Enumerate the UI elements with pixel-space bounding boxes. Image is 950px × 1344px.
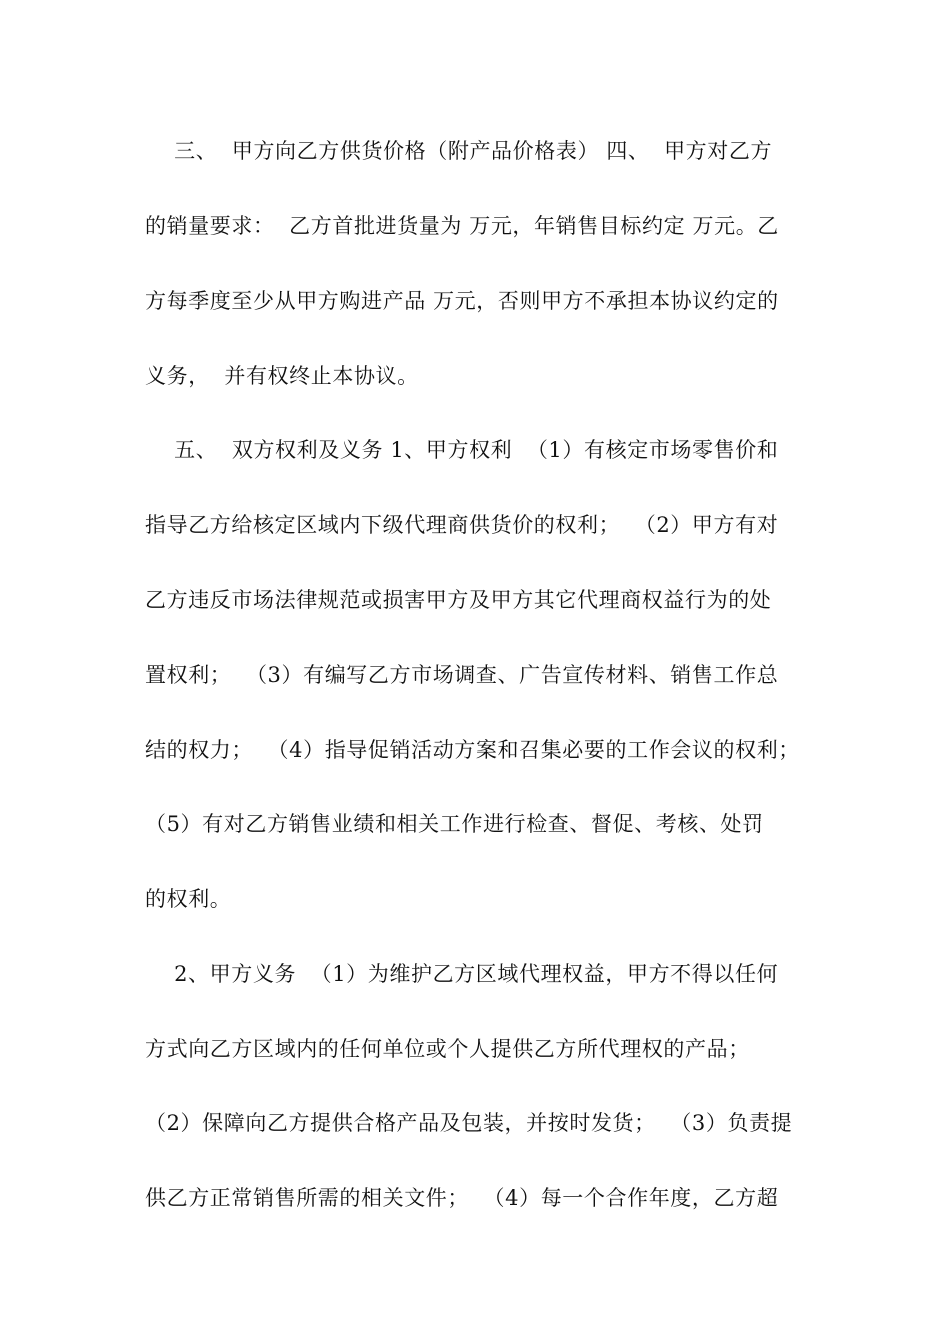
paragraph-line: 的权利。 bbox=[145, 887, 232, 911]
paragraph-line: 的销量要求： 乙方首批进货量为 万元，年销售目标约定 万元。乙 bbox=[145, 214, 779, 238]
paragraph-line: 乙方违反市场法律规范或损害甲方及甲方其它代理商权益行为的处 bbox=[145, 588, 772, 612]
paragraph-line: 置权利； （3）有编写乙方市场调查、广告宣传材料、销售工作总 bbox=[145, 663, 779, 687]
paragraph-line: 供乙方正常销售所需的相关文件； （4）每一个合作年度，乙方超 bbox=[145, 1186, 779, 1210]
paragraph-line: 结的权力； （4）指导促销活动方案和召集必要的工作会议的权利； bbox=[145, 738, 800, 762]
paragraph-line: 方式向乙方区域内的任何单位或个人提供乙方所代理权的产品； bbox=[145, 1037, 750, 1061]
paragraph-line: 五、 双方权利及义务 1、甲方权利 （1）有核定市场零售价和 bbox=[145, 438, 779, 462]
paragraph-line: 方每季度至少从甲方购进产品 万元，否则甲方不承担本协议约定的 bbox=[145, 289, 779, 313]
paragraph-line: 义务， 并有权终止本协议。 bbox=[145, 364, 419, 388]
paragraph-line: 2、甲方义务 （1）为维护乙方区域代理权益，甲方不得以任何 bbox=[145, 962, 779, 986]
paragraph-line: （5）有对乙方销售业绩和相关工作进行检查、督促、考核、处罚 bbox=[145, 812, 764, 836]
paragraph-line: （2）保障向乙方提供合格产品及包装，并按时发货； （3）负责提 bbox=[145, 1111, 793, 1135]
paragraph-line: 指导乙方给核定区域内下级代理商供货价的权利； （2）甲方有对 bbox=[145, 513, 779, 537]
paragraph-line: 三、 甲方向乙方供货价格（附产品价格表） 四、 甲方对乙方 bbox=[145, 139, 773, 163]
